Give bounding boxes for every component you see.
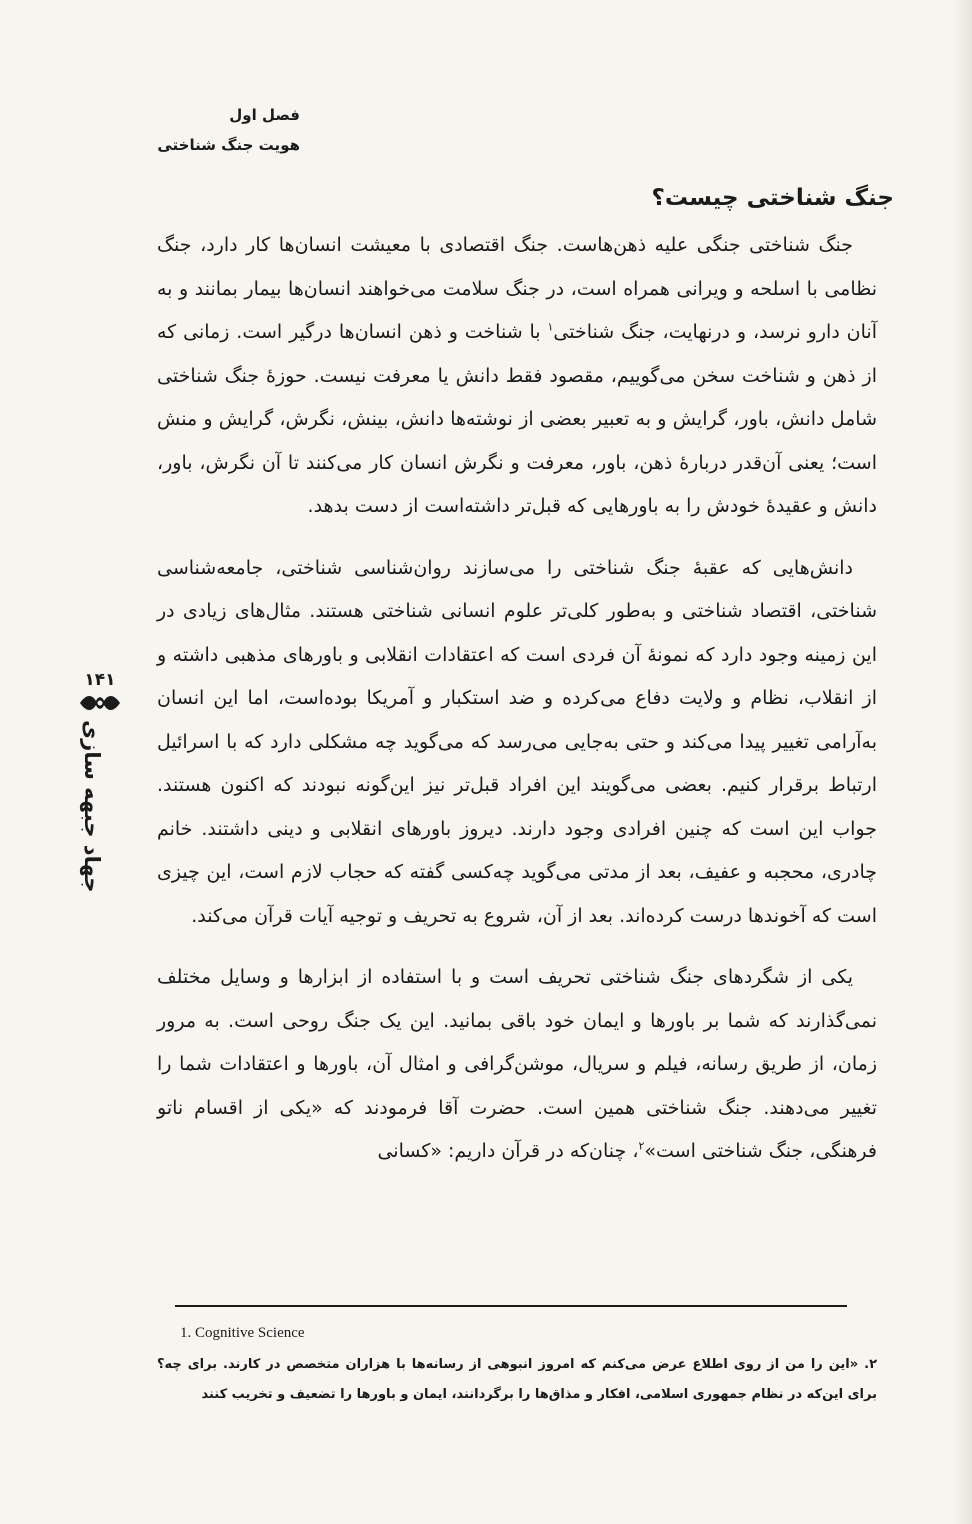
footnote-marker-1: ۱ <box>547 320 554 334</box>
ornament-icon <box>78 692 122 714</box>
footnote-marker-2: ۲ <box>638 1139 645 1153</box>
footnote-2-text: ۲. «این را من از روی اطلاع عرض می‌کنم که امروز انبوهی از رسانه‌ها با هزاران متخصص در کارند. برای چه؟ برای این‌که در نظام جمهوری اسلامی، افکار و مذاق‌ها را برگردانند، ایمان و باورها را تضعیف و تخریب کنند <box>157 1357 877 1402</box>
chapter-subtitle: هویت جنگ شناختی <box>157 136 300 154</box>
paragraph-2: دانش‌هایی که عقبهٔ جنگ شناختی را می‌سازند روان‌شناسی شناختی، جامعه‌شناسی شناختی، اقتصاد شناختی و به‌طور کلی‌تر علوم انسانی شناختی هستند. مثال‌های زیادی در این زمینه وجود دارد که نمونهٔ آن فردی است که اعتقادات انقلابی و باورهای مذهبی داشته و از انقلاب، نظام و ولایت دفاع می‌کرده و ضد استکبار و آمریکا بوده‌است، اما این انسان به‌آرامی تغییر پیدا می‌کند و حتی به‌جایی می‌رسد که می‌گوید چه مشکلی دارد که با اسرائیل ارتباط برقرار کنیم. بعضی می‌گویند این افراد قبل‌تر نیز این‌گونه نبودند که اکنون هستند. جواب این است که چنین افرادی وجود دارند. دیروز باورهای انقلابی و دینی داشتند. خانم چادری، محجبه و عفیف، بعد از مدتی می‌گوید چه‌کسی گفته که حجاب لازم است، این چیزی است که آخوندها درست کرده‌اند. بعد از آن، شروع به تحریف و توجیه آیات قرآن می‌کند. <box>157 556 877 927</box>
page-number: ۱۴۱ <box>84 670 116 690</box>
footnote-1: 1. Cognitive Science <box>180 1325 305 1341</box>
paragraph-1 <box>157 224 877 529</box>
paragraph-3 <box>157 956 877 1174</box>
paragraph-1-part-1: جنگ شناختی جنگی علیه ذهن‌هاست. جنگ اقتصادی با معیشت انسان‌ها کار دارد، جنگ نظامی با اسلحه و ویرانی همراه است، در جنگ سلامت می‌خواهند انسان‌ها بیمار بمانند و به آنان دارو نرسد، و درنهایت، جنگ شناختی <box>157 234 877 343</box>
paragraph-3-part-1: یکی از شگردهای جنگ شناختی تحریف است و با استفاده از ابزارها و وسایل مختلف نمی‌گذارند که شما بر باورها و ایمان خود باقی بمانید. این یک جنگ روحی است. به مرور زمان، از طریق رسانه، فیلم و سریال، موشن‌گرافی و امثال آن، باورها و اعتقادات شما را تغییر می‌دهند. جنگ شناختی همین است. حضرت آقا فرمودند که «یکی از اقسام ناتو فرهنگی، جنگ شناختی است» <box>157 966 877 1162</box>
paragraph-1-part-2: با شناخت و ذهن انسان‌ها درگیر است. زمانی که از ذهن و شناخت سخن می‌گوییم، مقصود فقط دانش یا معرفت نیست. حوزهٔ جنگ شناختی شامل دانش، باور، گرایش و به تعبیر بعضی از نوشته‌ها دانش، بینش، نگرش، گرایش و منش است؛ یعنی آن‌قدر دربارهٔ ذهن، باور، معرفت و نگرش انسان کار می‌کنند تا آن نگرش، باور، دانش و عقیدهٔ خودش را به باورهایی که قبل‌تر داشته‌است از دست بدهد. <box>157 321 877 517</box>
side-tab <box>60 668 140 893</box>
footnote-2 <box>157 1350 877 1410</box>
running-head <box>100 100 300 160</box>
paragraph-3-part-2: ، چنان‌که در قرآن داریم: «کسانی <box>377 1140 639 1162</box>
section-heading: جنگ شناختی چیست؟ <box>651 185 894 211</box>
page-edge-shadow <box>954 0 972 1524</box>
book-title-vertical: جهاد جبهه سازی <box>80 720 104 893</box>
body-text <box>157 224 877 1192</box>
footnote-divider <box>175 1305 847 1307</box>
chapter-label: فصل اول <box>229 106 300 124</box>
